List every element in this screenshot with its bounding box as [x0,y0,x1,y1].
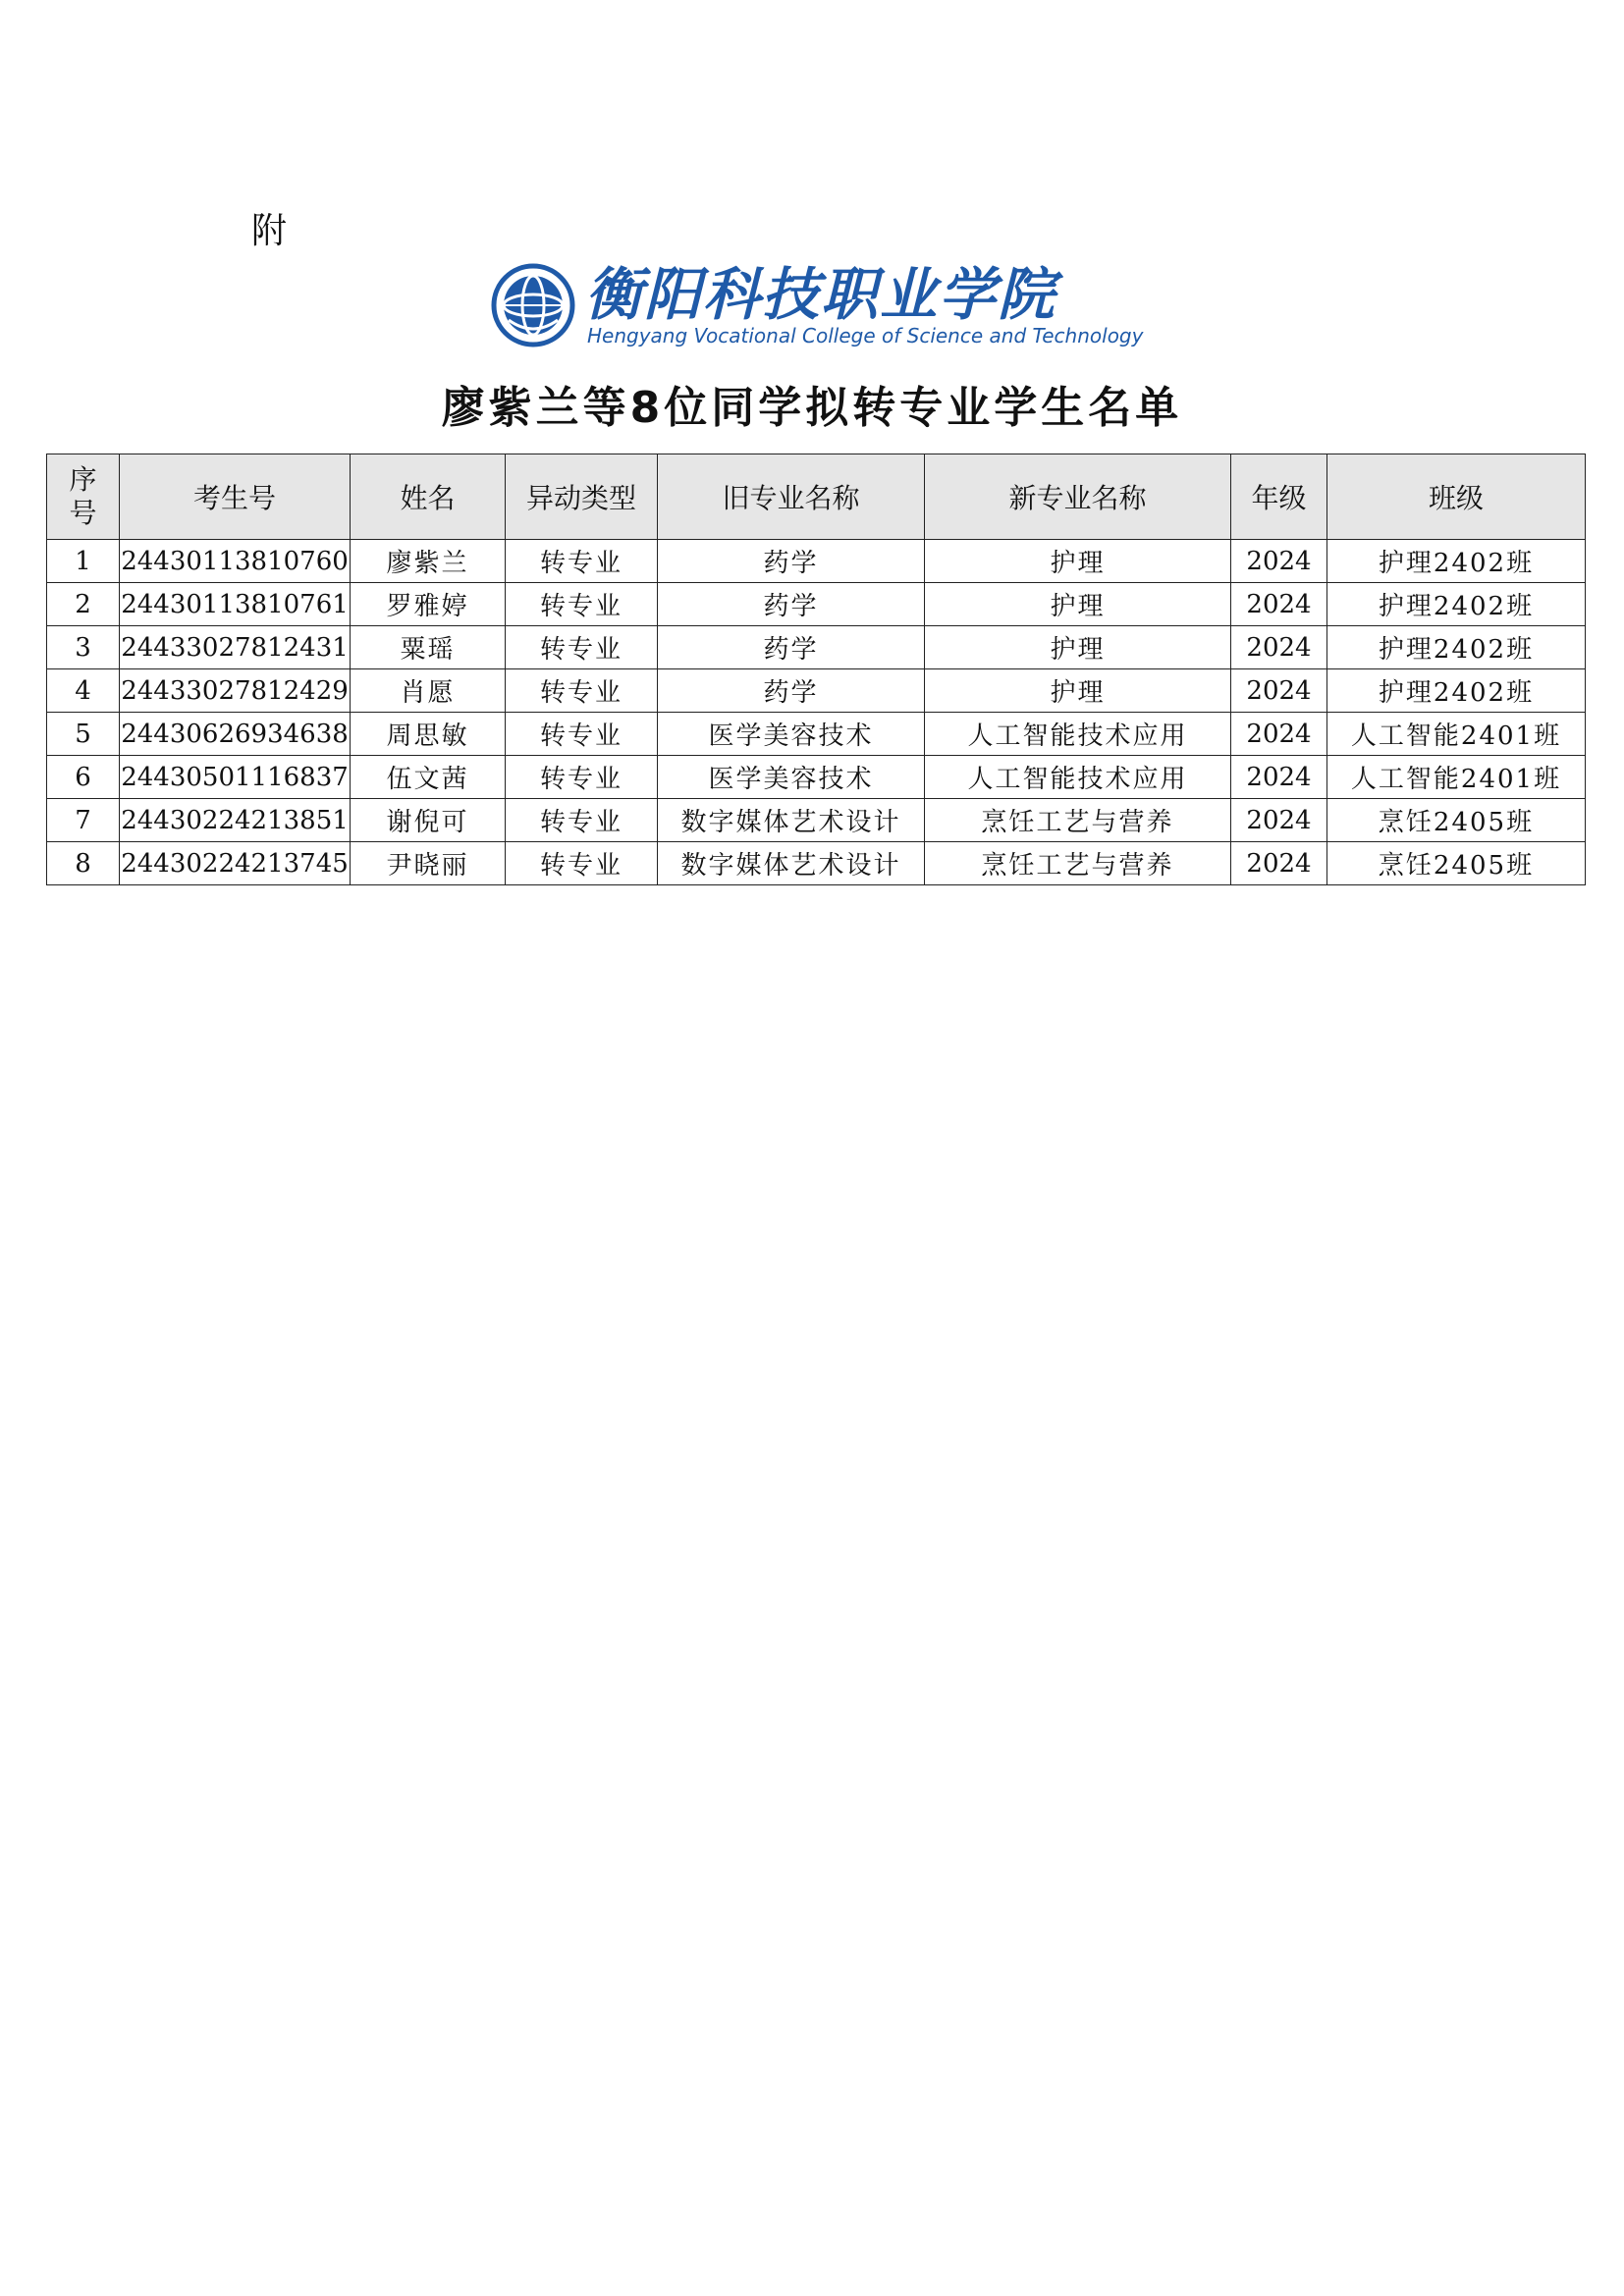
cell-seq: 3 [47,626,120,669]
cell-exam-no: 24430501116837 [120,756,351,799]
table-row [47,540,1586,583]
cell-old-major: 药学 [658,626,925,669]
table-row [47,669,1586,713]
cell-name: 肖愿 [351,669,506,713]
cell-seq: 4 [47,669,120,713]
cell-name: 廖紫兰 [351,540,506,583]
cell-change-type: 转专业 [506,540,658,583]
cell-change-type: 转专业 [506,713,658,756]
cell-seq: 7 [47,799,120,842]
cell-new-major: 烹饪工艺与营养 [925,799,1231,842]
cell-seq: 5 [47,713,120,756]
cell-seq: 1 [47,540,120,583]
cell-new-major: 人工智能技术应用 [925,756,1231,799]
cell-change-type: 转专业 [506,626,658,669]
header-exam-no: 考生号 [120,454,351,540]
cell-seq: 6 [47,756,120,799]
cell-exam-no: 24430224213851 [120,799,351,842]
cell-seq: 8 [47,842,120,885]
table-row [47,713,1586,756]
attachment-label: 附 [251,211,288,251]
table-header-row [47,454,1586,540]
cell-change-type: 转专业 [506,842,658,885]
cell-new-major: 护理 [925,583,1231,626]
cell-new-major: 护理 [925,626,1231,669]
cell-exam-no: 24430224213745 [120,842,351,885]
cell-change-type: 转专业 [506,669,658,713]
cell-name: 谢倪可 [351,799,506,842]
cell-class: 护理2402班 [1327,583,1586,626]
cell-new-major: 人工智能技术应用 [925,713,1231,756]
header-old-major: 旧专业名称 [658,454,925,540]
college-logo [491,261,1144,351]
header-class: 班级 [1327,454,1586,540]
cell-name: 罗雅婷 [351,583,506,626]
cell-grade: 2024 [1231,669,1327,713]
cell-name: 伍文茜 [351,756,506,799]
table-row [47,756,1586,799]
cell-class: 人工智能2401班 [1327,713,1586,756]
table-row [47,842,1586,885]
cell-old-major: 医学美容技术 [658,713,925,756]
cell-class: 人工智能2401班 [1327,756,1586,799]
document-title: 廖紫兰等8位同学拟转专业学生名单 [441,383,1183,433]
cell-exam-no: 24433027812429 [120,669,351,713]
cell-old-major: 数字媒体艺术设计 [658,842,925,885]
college-emblem-icon [491,263,575,347]
header-seq-line2: 号 [69,497,97,529]
header-new-major: 新专业名称 [925,454,1231,540]
cell-grade: 2024 [1231,756,1327,799]
table-row [47,799,1586,842]
cell-new-major: 护理 [925,669,1231,713]
cell-class: 烹饪2405班 [1327,799,1586,842]
cell-grade: 2024 [1231,626,1327,669]
cell-change-type: 转专业 [506,756,658,799]
header-seq [47,454,120,540]
cell-new-major: 烹饪工艺与营养 [925,842,1231,885]
cell-class: 烹饪2405班 [1327,842,1586,885]
cell-old-major: 数字媒体艺术设计 [658,799,925,842]
header-change-type: 异动类型 [506,454,658,540]
cell-new-major: 护理 [925,540,1231,583]
cell-exam-no: 24430626934638 [120,713,351,756]
cell-grade: 2024 [1231,583,1327,626]
cell-old-major: 药学 [658,540,925,583]
header-grade: 年级 [1231,454,1327,540]
cell-class: 护理2402班 [1327,626,1586,669]
cell-class: 护理2402班 [1327,669,1586,713]
college-name-en: Hengyang Vocational College of Science and Technology [587,324,1144,347]
cell-grade: 2024 [1231,799,1327,842]
cell-exam-no: 24430113810761 [120,583,351,626]
cell-seq: 2 [47,583,120,626]
transfer-student-table [46,454,1586,885]
cell-grade: 2024 [1231,713,1327,756]
cell-old-major: 医学美容技术 [658,756,925,799]
cell-old-major: 药学 [658,583,925,626]
header-name: 姓名 [351,454,506,540]
cell-name: 粟瑶 [351,626,506,669]
table-row [47,583,1586,626]
cell-grade: 2024 [1231,842,1327,885]
cell-name: 周思敏 [351,713,506,756]
cell-change-type: 转专业 [506,583,658,626]
cell-class: 护理2402班 [1327,540,1586,583]
cell-exam-no: 24433027812431 [120,626,351,669]
cell-change-type: 转专业 [506,799,658,842]
college-name-cn: 衡阳科技职业学院 [585,261,1057,328]
cell-name: 尹晓丽 [351,842,506,885]
cell-old-major: 药学 [658,669,925,713]
header-seq-line1: 序 [69,463,97,496]
table-row [47,626,1586,669]
cell-exam-no: 24430113810760 [120,540,351,583]
cell-grade: 2024 [1231,540,1327,583]
